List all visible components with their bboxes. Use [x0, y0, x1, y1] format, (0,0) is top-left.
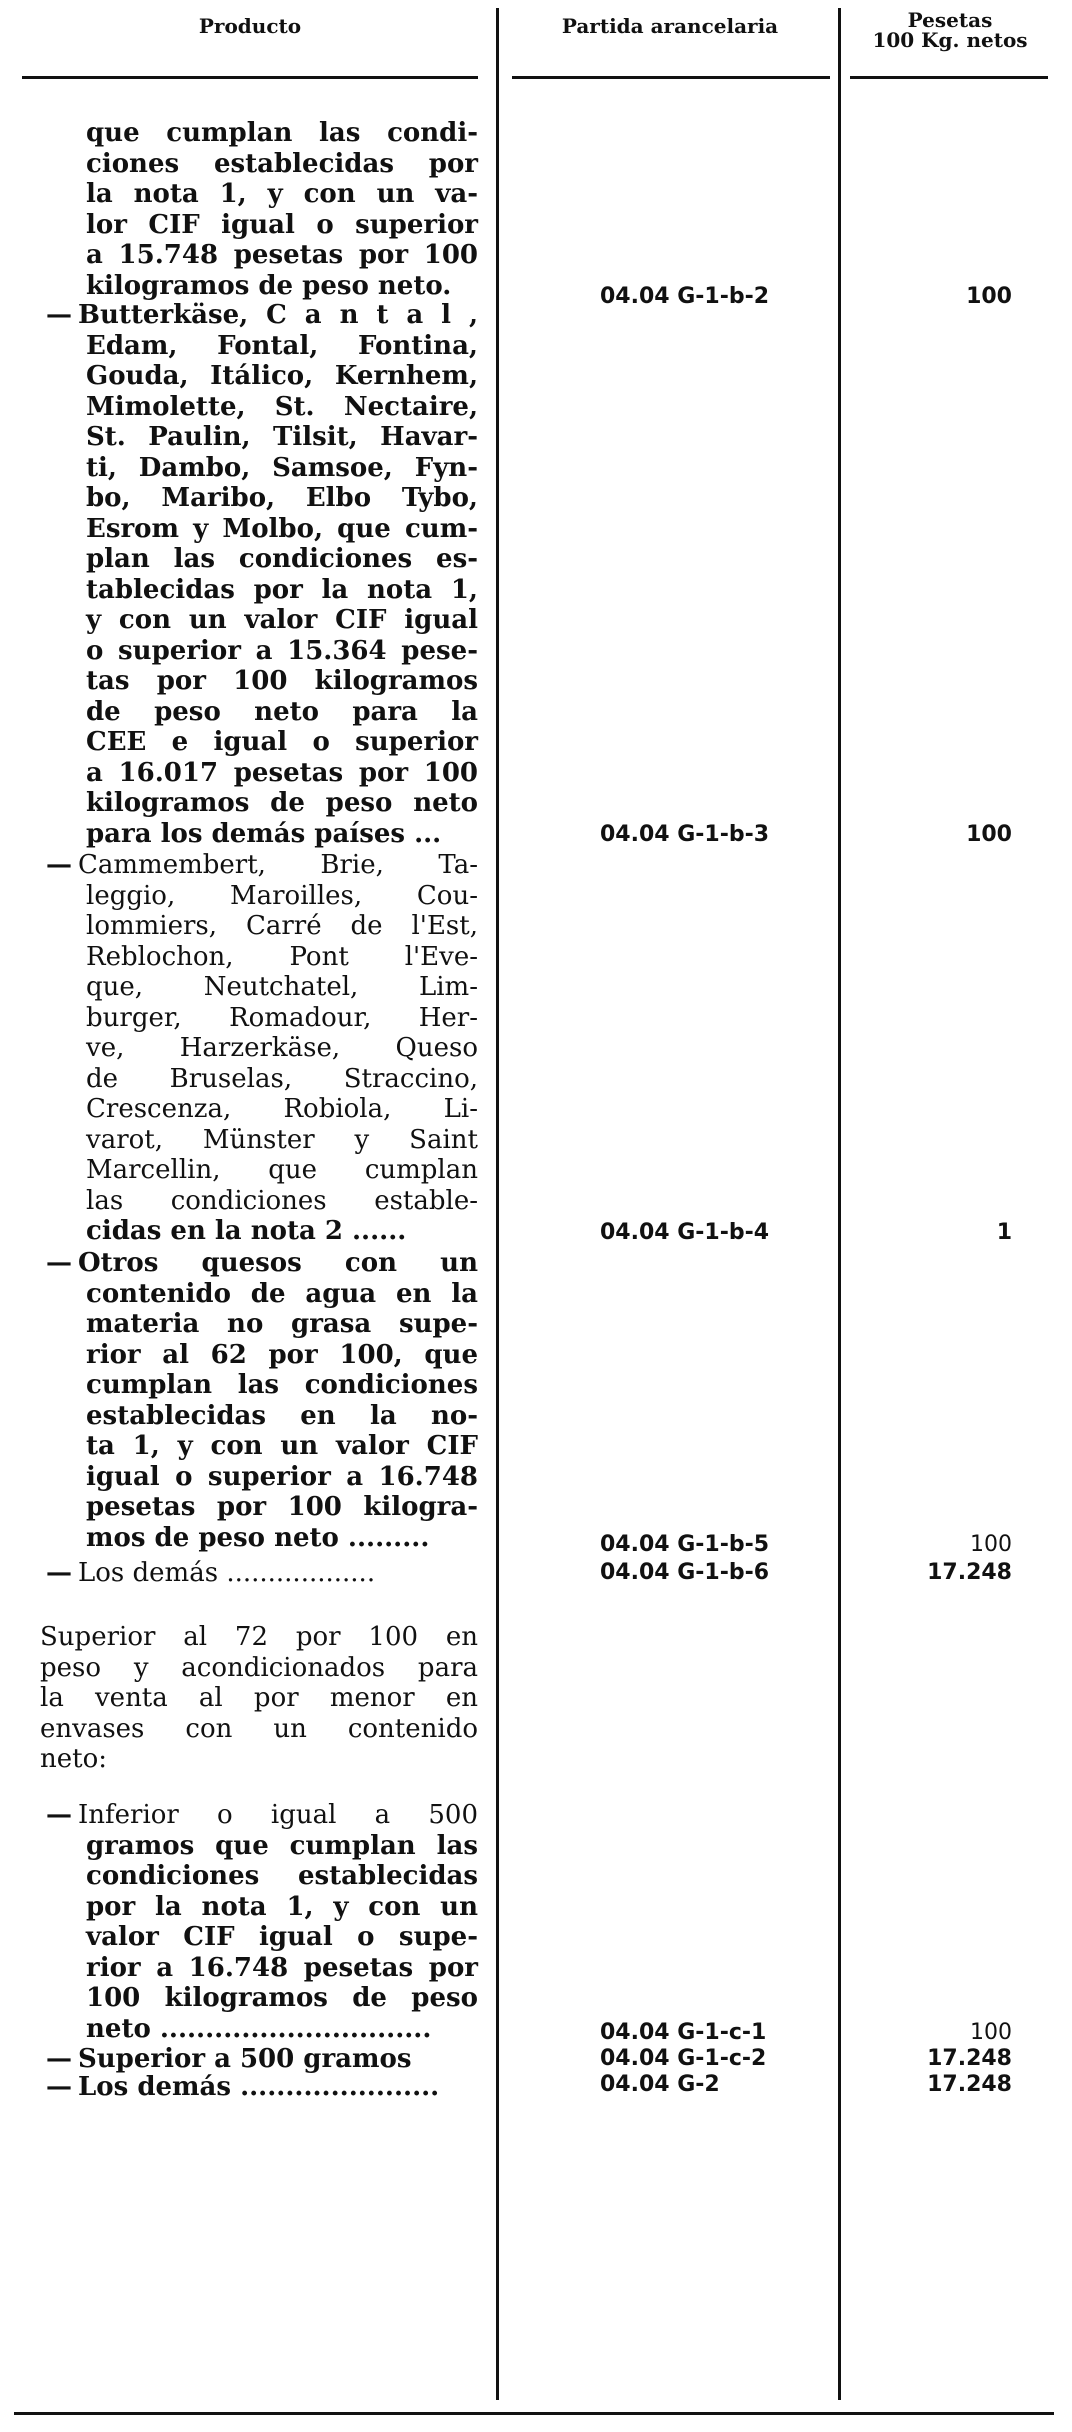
product-block-7 [46, 1800, 478, 2044]
text-line: — Butterkäse, C a n t a l , [46, 300, 478, 330]
text-line: lommiers, Carré de l'Est, [86, 911, 478, 941]
text-line: leggio, Maroilles, Cou- [86, 880, 478, 911]
product-block-5 [46, 1558, 478, 1589]
text-line: las condiciones estable- [86, 1185, 478, 1216]
text-line: envases con un contenido [40, 1713, 478, 1744]
text-line: para los demás países ... [86, 818, 442, 849]
text-line: a 16.017 pesetas por 100 [86, 757, 478, 788]
text-line: St. Paulin, Tilsit, Havar- [86, 422, 478, 452]
tariff-code: 04.04 G-1-c-2 [600, 2046, 767, 2071]
text-line: cumplan las condiciones [86, 1370, 478, 1400]
text-line: kilogramos de peso neto [86, 788, 478, 818]
text-line: gramos que cumplan las [86, 1830, 478, 1861]
header-rule-right [850, 76, 1048, 79]
tariff-value: 17.248 [927, 1560, 1012, 1585]
text-line: contenido de agua en la [86, 1278, 478, 1309]
text-line: CEE e igual o superior [86, 727, 478, 757]
text-line: igual o superior a 16.748 [86, 1461, 478, 1492]
dash-bullet: — [46, 850, 72, 880]
text-line: ta 1, y con un valor CIF [86, 1431, 478, 1461]
dash-bullet: — [46, 1248, 72, 1278]
text-line: Superior al 72 por 100 en [40, 1622, 478, 1652]
text-line: — Cammembert, Brie, Ta- [46, 850, 478, 880]
text-line: tablecidas por la nota 1, [86, 574, 478, 605]
text-line: ciones establecidas por [86, 148, 478, 179]
product-block-4 [46, 1248, 478, 1553]
text-line: la venta al por menor en [40, 1683, 478, 1713]
tariff-value: 1 [996, 1220, 1012, 1245]
tariff-code: 04.04 G-1-b-6 [600, 1560, 770, 1585]
header-producto: Producto [198, 14, 302, 38]
text-line: o superior a 15.364 pese- [86, 635, 478, 666]
tariff-code: 04.04 G-1-b-3 [600, 822, 770, 847]
text-line: Crescenza, Robiola, Li- [86, 1094, 478, 1124]
text-line: de Bruselas, Straccino, [86, 1063, 478, 1094]
tariff-code: 04.04 G-1-b-2 [600, 284, 770, 309]
dash-bullet: — [46, 1800, 72, 1830]
header-pesetas: Pesetas 100 Kg. netos [872, 8, 1028, 52]
text-line: la nota 1, y con un va- [86, 179, 478, 209]
text-line: burger, Romadour, Her- [86, 1002, 478, 1033]
text-line: varot, Münster y Saint [86, 1124, 478, 1155]
text-line: neto .............................. [86, 2013, 432, 2044]
text-line: por la nota 1, y con un [86, 1891, 478, 1922]
text-line: rior a 16.748 pesetas por [86, 1952, 478, 1983]
text-line: de peso neto para la [86, 696, 478, 727]
product-block-8 [46, 2044, 478, 2075]
dash-bullet: — [46, 300, 72, 330]
tariff-value: 100 [966, 822, 1012, 847]
text-line: — Los demás .................. [46, 1558, 376, 1588]
text-line: Marcellin, que cumplan [86, 1155, 478, 1185]
header-rule-middle [512, 76, 830, 79]
text-line: condiciones establecidas [86, 1861, 478, 1891]
product-block-1 [86, 118, 478, 301]
header-rule-left [22, 76, 478, 79]
tariff-code: 04.04 G-1-b-5 [600, 1532, 770, 1557]
product-block-9 [46, 2072, 478, 2103]
text-line: tas por 100 kilogramos [86, 666, 478, 696]
text-line: materia no grasa supe- [86, 1309, 478, 1339]
tariff-value: 100 [970, 2020, 1012, 2045]
tariff-code: 04.04 G-1-c-1 [600, 2020, 767, 2045]
text-line: peso y acondicionados para [40, 1652, 478, 1683]
text-line: pesetas por 100 kilogra- [86, 1492, 478, 1522]
text-line: que cumplan las condi- [86, 118, 478, 148]
text-line: que, Neutchatel, Lim- [86, 972, 478, 1002]
dash-bullet: — [46, 2044, 72, 2074]
header-partida-arancelaria: Partida arancelaria [561, 14, 779, 38]
text-line: ti, Dambo, Samsoe, Fyn- [86, 452, 478, 483]
tariff-value: 17.248 [927, 2072, 1012, 2097]
text-line: — Otros quesos con un [46, 1248, 478, 1278]
text-line: lor CIF igual o superior [86, 209, 478, 240]
text-line: bo, Maribo, Elbo Tybo, [86, 483, 478, 513]
text-line: cidas en la nota 2 ...... [86, 1216, 407, 1246]
tariff-value: 100 [966, 284, 1012, 309]
text-line: — Inferior o igual a 500 [46, 1800, 478, 1830]
text-line: Gouda, Itálico, Kernhem, [86, 361, 478, 391]
text-line: rior al 62 por 100, que [86, 1339, 478, 1370]
text-line: establecidas en la no- [86, 1400, 478, 1431]
text-line: plan las condiciones es- [86, 544, 478, 574]
text-line: valor CIF igual o supe- [86, 1922, 478, 1952]
text-line: 100 kilogramos de peso [86, 1983, 478, 2013]
text-line: ve, Harzerkäse, Queso [86, 1033, 478, 1063]
text-line: neto: [40, 1744, 107, 1774]
tariff-code: 04.04 G-2 [600, 2072, 720, 2097]
text-line: Reblochon, Pont l'Eve- [86, 941, 478, 972]
column-divider-left [496, 8, 499, 2400]
text-line: — Los demás ...................... [46, 2072, 440, 2102]
dash-bullet: — [46, 2072, 72, 2102]
bottom-rule [14, 2412, 1054, 2415]
text-line: kilogramos de peso neto. [86, 270, 452, 301]
text-line: Mimolette, St. Nectaire, [86, 391, 478, 422]
text-line: — Superior a 500 gramos [46, 2044, 412, 2074]
text-line: Esrom y Molbo, que cum- [86, 513, 478, 544]
product-block-6 [40, 1622, 478, 1775]
text-line: a 15.748 pesetas por 100 [86, 240, 478, 270]
tariff-value: 17.248 [927, 2046, 1012, 2071]
tariff-value: 100 [970, 1532, 1012, 1557]
text-line: Edam, Fontal, Fontina, [86, 330, 478, 361]
tariff-code: 04.04 G-1-b-4 [600, 1220, 770, 1245]
product-block-3 [46, 850, 478, 1247]
text-line: y con un valor CIF igual [86, 605, 478, 635]
text-line: mos de peso neto ......... [86, 1522, 430, 1553]
product-block-2 [46, 300, 478, 849]
dash-bullet: — [46, 1558, 72, 1588]
